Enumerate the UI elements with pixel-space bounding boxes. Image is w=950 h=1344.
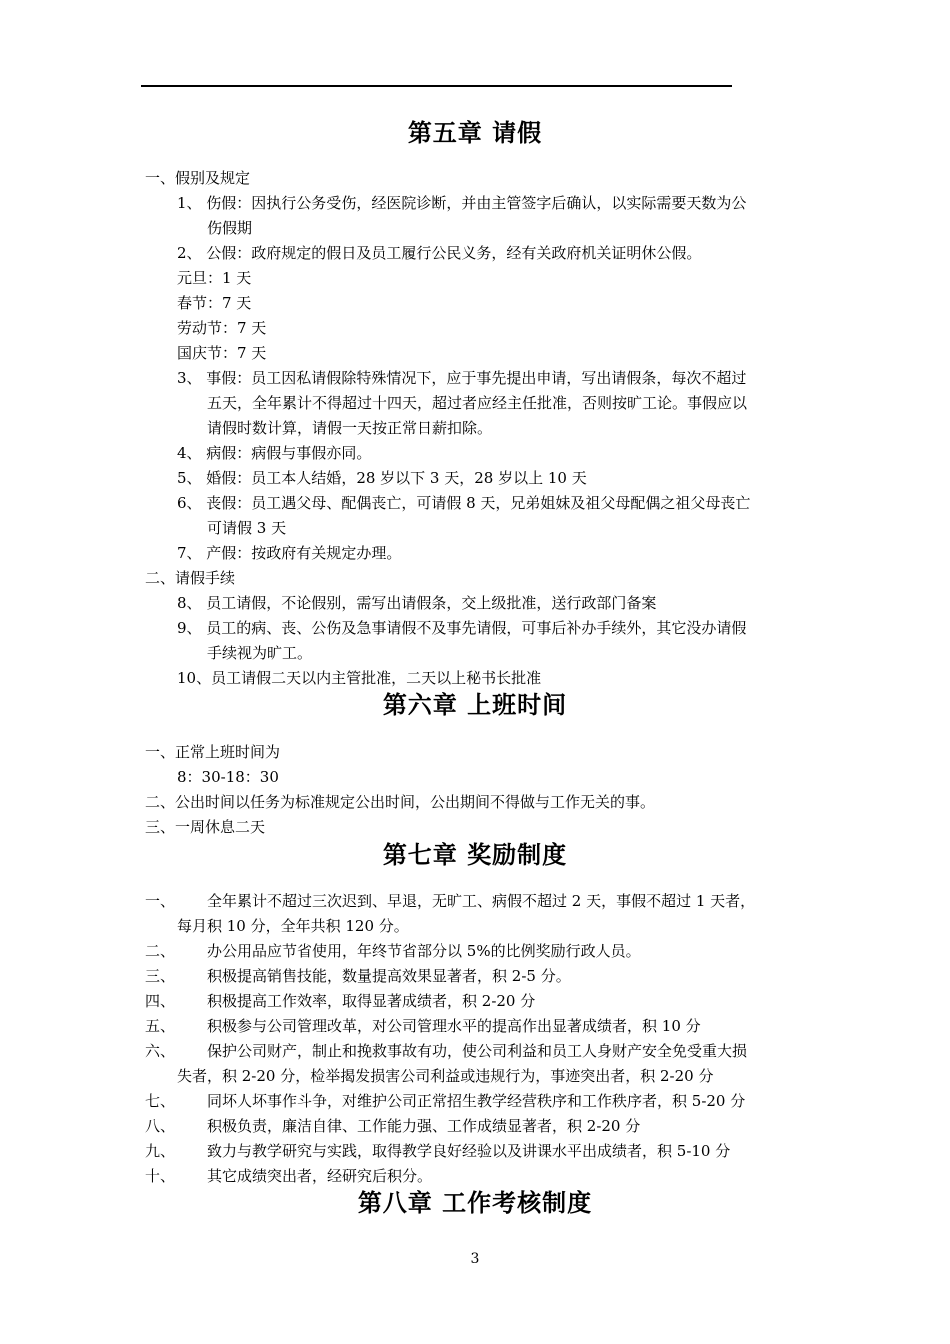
ch5-item-5: 5、 婚假：员工本人结婚，28 岁以下 3 天，28 岁以上 10 天 xyxy=(177,469,587,487)
ch7-item-1-line-1: 全年累计不超过三次迟到、早退，无旷工、病假不超过 2 天，事假不超过 1 天者， xyxy=(207,892,756,910)
ch7-item-10-number: 十、 xyxy=(145,1167,176,1185)
ch6-section-3: 三、一周休息二天 xyxy=(145,818,266,836)
ch5-item-10: 10、员工请假二天以内主管批准，二天以上秘书长批准 xyxy=(177,669,542,687)
holiday-spring-festival: 春节：7 天 xyxy=(177,294,252,312)
ch5-item-1-line-1: 1、 伤假：因执行公务受伤，经医院诊断，并由主管签字后确认，以实际需要天数为公 xyxy=(177,194,747,212)
ch5-section-1: 一、假别及规定 xyxy=(145,169,251,187)
page-number: 3 xyxy=(470,1251,480,1267)
ch7-item-1-line-2: 每月积 10 分，全年共积 120 分。 xyxy=(177,917,409,935)
ch7-item-2-number: 二、 xyxy=(145,942,176,960)
ch7-item-6-line-2: 失者，积 2-20 分，检举揭发损害公司利益或违规行为，事迹突出者，积 2-20 分 xyxy=(177,1067,714,1085)
chapter-7-title: 第七章 奖励制度 xyxy=(382,841,568,869)
ch5-item-6-line-2: 可请假 3 天 xyxy=(207,519,287,537)
ch6-section-2: 二、公出时间以任务为标准规定公出时间，公出期间不得做与工作无关的事。 xyxy=(145,793,656,811)
ch7-item-10: 其它成绩突出者，经研究后积分。 xyxy=(207,1167,433,1185)
ch7-item-5: 积极参与公司管理改革，对公司管理水平的提高作出显著成绩者，积 10 分 xyxy=(207,1017,701,1035)
ch7-item-8: 积极负责，廉洁自律、工作能力强、工作成绩显著者，积 2-20 分 xyxy=(207,1117,641,1135)
ch7-item-7: 同坏人坏事作斗争，对维护公司正常招生教学经营秩序和工作秩序者，积 5-20 分 xyxy=(207,1092,746,1110)
ch5-section-2: 二、请假手续 xyxy=(145,569,236,587)
ch5-item-3-line-1: 3、 事假：员工因私请假除特殊情况下，应于事先提出申请，写出请假条，每次不超过 xyxy=(177,369,747,387)
ch6-section-1: 一、正常上班时间为 xyxy=(145,743,281,761)
ch5-item-3-line-3: 请假时数计算，请假一天按正常日薪扣除。 xyxy=(207,419,493,437)
header-rule xyxy=(141,85,732,87)
ch7-item-6-line-1: 保护公司财产，制止和挽救事故有功，使公司利益和员工人身财产安全免受重大损 xyxy=(207,1042,748,1060)
ch5-item-6-line-1: 6、 丧假：员工遇父母、配偶丧亡，可请假 8 天，兄弟姐妹及祖父母配偶之祖父母丧亡 xyxy=(177,494,751,512)
ch7-item-3: 积极提高销售技能，数量提高效果显著者，积 2-5 分。 xyxy=(207,967,571,985)
ch5-item-9-line-1: 9、 员工的病、丧、公伤及急事请假不及事先请假，可事后补办手续外，其它没办请假 xyxy=(177,619,747,637)
chapter-8-title: 第八章 工作考核制度 xyxy=(357,1189,593,1217)
holiday-new-year: 元旦：1 天 xyxy=(177,269,252,287)
ch7-item-8-number: 八、 xyxy=(145,1117,176,1135)
ch7-item-9: 致力与教学研究与实践，取得教学良好经验以及讲课水平出成绩者，积 5-10 分 xyxy=(207,1142,731,1160)
ch7-item-2: 办公用品应节省使用，年终节省部分以 5%的比例奖励行政人员。 xyxy=(207,942,641,960)
ch5-item-4: 4、 病假：病假与事假亦同。 xyxy=(177,444,372,462)
ch7-item-1-number: 一、 xyxy=(145,892,176,910)
chapter-6-title: 第六章 上班时间 xyxy=(382,691,568,719)
ch7-item-6-number: 六、 xyxy=(145,1042,176,1060)
ch7-item-7-number: 七、 xyxy=(145,1092,176,1110)
holiday-national-day: 国庆节：7 天 xyxy=(177,344,267,362)
work-hours: 8：30-18：30 xyxy=(177,768,279,786)
ch5-item-9-line-2: 手续视为旷工。 xyxy=(207,644,313,662)
ch7-item-9-number: 九、 xyxy=(145,1142,176,1160)
ch5-item-7: 7、 产假：按政府有关规定办理。 xyxy=(177,544,402,562)
ch7-item-4-number: 四、 xyxy=(145,992,176,1010)
ch7-item-3-number: 三、 xyxy=(145,967,176,985)
chapter-5-title: 第五章 请假 xyxy=(407,119,543,147)
ch7-item-4: 积极提高工作效率，取得显著成绩者，积 2-20 分 xyxy=(207,992,536,1010)
ch5-item-8: 8、 员工请假，不论假别，需写出请假条，交上级批准，送行政部门备案 xyxy=(177,594,657,612)
ch7-item-5-number: 五、 xyxy=(145,1017,176,1035)
ch5-item-2: 2、 公假：政府规定的假日及员工履行公民义务，经有关政府机关证明休公假。 xyxy=(177,244,702,262)
ch5-item-3-line-2: 五天，全年累计不得超过十四天，超过者应经主任批准，否则按旷工论。事假应以 xyxy=(207,394,748,412)
ch5-item-1-line-2: 伤假期 xyxy=(207,219,253,237)
holiday-labor-day: 劳动节：7 天 xyxy=(177,319,267,337)
